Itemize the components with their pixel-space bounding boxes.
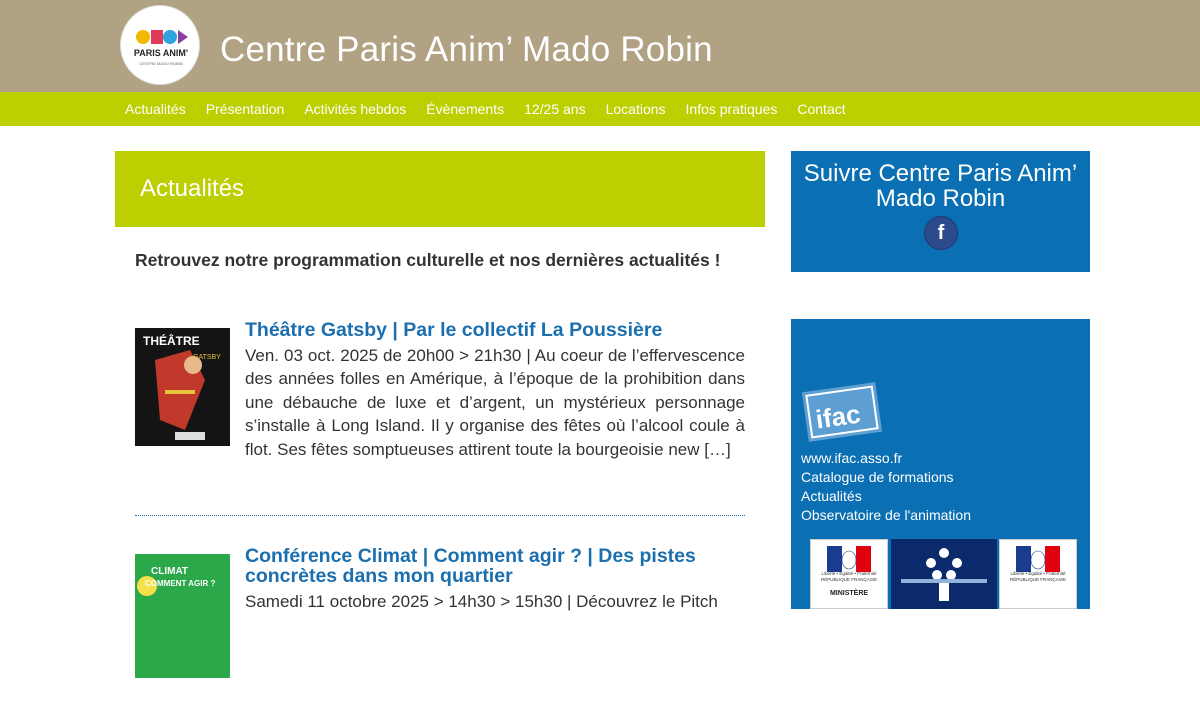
- facebook-icon[interactable]: f: [924, 216, 958, 250]
- partner-ministere: MINISTÈRE: [829, 590, 869, 597]
- logo-subtext: CENTRE MADO ROBIN: [139, 61, 183, 66]
- poster-subheading: COMMENT AGIR ?: [145, 579, 216, 588]
- nav-item-actualites[interactable]: Actualités: [125, 101, 186, 117]
- ifac-link-observatoire[interactable]: Observatoire de l'animation: [801, 507, 971, 523]
- nav-item-presentation[interactable]: Présentation: [205, 101, 285, 117]
- logo-text: PARIS ANIM': [133, 48, 189, 58]
- nav-item-infos-pratiques[interactable]: Infos pratiques: [685, 101, 778, 117]
- poster-heading: CLIMAT: [151, 566, 189, 577]
- follow-title: Suivre Centre Paris Anim’ Mado Robin: [803, 160, 1078, 212]
- ifac-logo-icon[interactable]: [801, 381, 883, 443]
- site-title[interactable]: Centre Paris Anim’ Mado Robin: [220, 30, 713, 69]
- article-title[interactable]: Théâtre Gatsby | Par le collectif La Poussière: [245, 319, 663, 341]
- article-divider: [135, 515, 745, 516]
- ifac-logo-text: ifac: [813, 398, 863, 435]
- partner-logos: [810, 539, 1080, 609]
- site-header: [0, 0, 1200, 92]
- climat-poster-image: [135, 546, 230, 678]
- caf-logo[interactable]: [891, 539, 997, 609]
- article-item: [135, 320, 745, 462]
- main-nav: [0, 92, 1200, 126]
- theatre-poster-image: [135, 320, 230, 452]
- partner-caption: Liberté • Égalité • Fraternité RÉPUBLIQUE FRANÇAISE: [820, 571, 877, 582]
- intro-text: Retrouvez notre programmation culturelle et nos dernières actualités !: [135, 250, 721, 270]
- nav-item-contact[interactable]: Contact: [797, 101, 846, 117]
- caf-family-icon: [891, 539, 997, 609]
- ifac-widget: [791, 319, 1090, 609]
- nav-list: [115, 92, 856, 126]
- nav-item-locations[interactable]: Locations: [605, 101, 666, 117]
- partner-caption: Liberté • Égalité • Fraternité RÉPUBLIQUE FRANÇAISE: [1009, 571, 1066, 582]
- article-thumbnail[interactable]: [135, 546, 230, 678]
- nav-item-12-25-ans[interactable]: 12/25 ans: [524, 101, 586, 117]
- ifac-link-catalogue[interactable]: Catalogue de formations: [801, 469, 954, 485]
- marianne-flag-icon: [1016, 546, 1060, 572]
- logo-shapes-icon: [136, 28, 188, 46]
- ifac-link-site[interactable]: www.ifac.asso.fr: [801, 450, 903, 466]
- poster-heading: THÉÂTRE: [143, 334, 200, 348]
- page-title: Actualités: [140, 175, 245, 202]
- poster-subheading: GATSBY: [193, 354, 221, 361]
- article-excerpt: Samedi 11 octobre 2025 > 14h30 > 15h30 | Découvrez le Pitch: [245, 592, 718, 611]
- ifac-links: [801, 449, 971, 525]
- republique-francaise-logo[interactable]: [810, 539, 888, 609]
- follow-widget: [791, 151, 1090, 272]
- page-banner: [115, 151, 765, 227]
- article-thumbnail[interactable]: [135, 320, 230, 452]
- site-logo[interactable]: [120, 5, 200, 85]
- article-title[interactable]: Conférence Climat | Comment agir ? | Des pistes concrètes dans mon quartier: [245, 545, 696, 587]
- article-excerpt: Ven. 03 oct. 2025 de 20h00 > 21h30 | Au coeur de l’effervescence des années folles en Amérique, à l’époque de la prohibition dans une débauche de luxe et d’argent, un mystérieux personnage s’installe à Long Island. Il y organise des fêtes où l’alcool coule à flot. Ses fêtes somptueuses attirent toute la bourgeoisie new […]: [245, 346, 745, 459]
- article-item: [135, 546, 745, 708]
- ifac-link-actualites[interactable]: Actualités: [801, 488, 862, 504]
- nav-item-evenements[interactable]: Évènements: [426, 101, 505, 117]
- marianne-flag-icon: [827, 546, 871, 572]
- nav-item-activites-hebdos[interactable]: Activités hebdos: [304, 101, 407, 117]
- republique-francaise-logo[interactable]: [999, 539, 1077, 609]
